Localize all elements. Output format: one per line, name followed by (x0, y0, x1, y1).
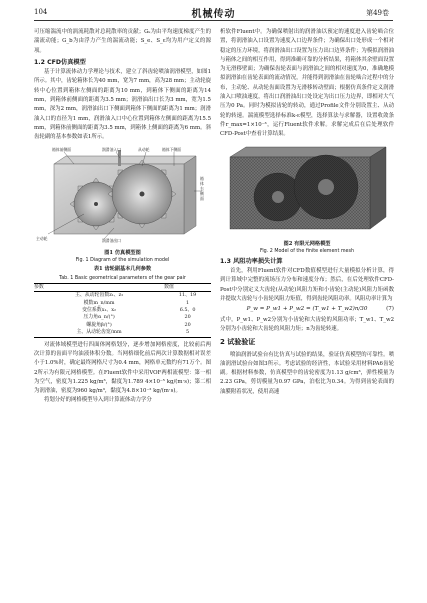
header-rule (34, 20, 393, 21)
paragraph: 析软件Fluent中。为确保喷射出的润滑油以预定的速度进入齿轮啮合位置，将润滑油入口设置为速度入口边界条件；为确保出口处形成一个相对稳定的压力环境，将润滑油出口设置为压力出口边界条件；为模拟润滑油与箱体之间的相互作用，得到准确可靠的分析结果，将箱体其余壁面设置为无滑移壁面；为确保齿轮表面与润滑油之间的相对速度为0，准确地模拟润滑油在齿轮表面的流动情况，并能得到润滑油在齿轮啮合过程中的分布，主动轮、从动轮齿面设置为无滑移转动壁面；根据仿真条件定义润滑油入口喷油速度，将出口润滑油出口处设定为出口压力边界，即相对大气压为0 Pa。同时为模拟齿轮的转动，通过Profile文件分别设置主、从动轮的转速。湍流模型选择标准k-ε模型，选择算法与求解器，设置收敛条件r_max=1×10⁻³，运行Fluent软件求解。求解完成后在后处理软件CFD-Post中查看计算结果。 (220, 29, 394, 138)
figure-2-caption-cn: 图2 有限元网格模型 (283, 240, 331, 247)
figure-1 (34, 146, 211, 248)
label-bottom-wall: 箱体下侧面 (162, 146, 181, 152)
paragraph: 基于计算流体动力学理论与技术，建立了斜齿轮喷油润滑模型，如图1所示。其中，齿轮箱体长为40 mm，宽为7 mm，高为28 mm；主动轮旋转中心位置到箱体左侧面的距离为10 mm，到箱体下侧面的距离为14 mm，到箱体前侧面的距离为3.5 mm；润滑油出口长为3 mm，宽为1.5 mm，深为2 mm，润滑油出口下侧面到箱体下侧面的距离为1 mm；润滑油入口的直径为1 mm，润滑油入口中心位置到箱体左侧面的距离为15.5 mm，到箱体前侧面的距离为3.5 mm，到箱体上侧面的距离为6 mm。斜齿轮副的基本参数如表1所示。 (34, 69, 211, 141)
table-header-param: 参数 (34, 283, 164, 291)
journal-title: 机械传动 (191, 9, 236, 20)
table-cell: 20 (184, 321, 191, 328)
equation-body: P_w = P_w1 + P_w2 = (T_w1 + T_w2)n/30 (246, 306, 368, 313)
left-column (34, 28, 211, 406)
intro-text: 可压缩湍流中的涡流耗散对总耗散率的贡献；Gₖ为由平均速度梯度产生的湍流动能；G_b为由浮力产生的湍流动能；S_e、S_ε均为用户定义的源项。 (34, 29, 211, 54)
table-header-value: 数值 (164, 283, 211, 291)
table-cell: 压力角α_n/(°) (83, 314, 115, 321)
table-1-caption-cn: 表1 齿轮副基本几何参数 (93, 265, 152, 272)
table-cell: 20 (184, 314, 191, 321)
label-box-front: 箱体前侧面 (52, 146, 71, 152)
table-cell: 1 (186, 299, 190, 306)
table-row (34, 322, 211, 329)
label-right-wall: 箱体右侧面 (200, 175, 204, 201)
table-cell: 6.5、0 (179, 307, 196, 314)
page-number: 104 (34, 8, 48, 16)
figure-2 (220, 143, 394, 239)
figure-1-caption-cn: 图1 仿真模型图 (104, 249, 141, 256)
equation-7 (220, 305, 394, 314)
section-1-2-heading: 1.2 CFD仿真模型 (34, 58, 86, 66)
paragraph: 将划分好的网格模型导入到计算流体动力学分 (44, 397, 152, 404)
figure-1-caption-en: Fig. 1 Diagram of the simulation model (75, 257, 170, 263)
section-2-heading: 2 试验验证 (220, 338, 256, 347)
label-driven: 从动轮 (138, 146, 150, 152)
section-1-3-heading: 1.3 风阻功率损失计算 (220, 257, 283, 265)
driven-gear (108, 160, 176, 228)
table-cell: 主、从动轮齿宽/mm (34, 329, 164, 337)
table-cell: 变位系数x₁、x₂ (82, 307, 117, 314)
volume-label: 第49卷 (366, 9, 389, 17)
table-cell: 11、19 (178, 292, 197, 299)
label-outlet: 润滑油出口 (102, 237, 121, 243)
paragraph: 式中，P_w1、P_w2分别为小齿轮和大齿轮的风阻功率；T_w1、T_w2分别为小齿轮和大齿轮的风阻力矩；n为齿轮转速。 (220, 316, 394, 332)
page-header (0, 0, 427, 24)
table-cell: 螺旋角β/(°) (86, 321, 112, 328)
paragraph: 对流体域模型进行四面体网格划分，逐步增加网格密度，比较前后两次计算的齿面平均油液体积分数。当网格细化前后两次计算数据相对误差小于1.0%时，确定最终网格尺寸为0.4 mm，网格单元数约有71万个。图2所示为有限元网格模型。在Fluent软件中采用VOF两相流模型：第一相为空气，密度为1.225 kg/m³，黏度为1.789 4×10⁻⁵ kg/(m·s)；第二相为润滑油，密度为960 kg/m³，黏度为4.8×10⁻² kg/(m·s)。 (34, 341, 211, 395)
equation-number: (7) (386, 306, 394, 313)
figure-2-caption-en: Fig. 2 Model of the finite element mesh (259, 248, 355, 254)
gear-parameters-table (34, 283, 211, 338)
table-cell: 5 (164, 329, 211, 337)
table-cell: 模数m_n/mm (83, 299, 115, 306)
table-row (34, 307, 211, 314)
right-column (220, 28, 394, 397)
finite-element-mesh-image (220, 143, 394, 235)
simulation-model-diagram (34, 146, 211, 244)
table-cell: 主、从动轮齿数z₁、z₂ (74, 292, 124, 299)
label-driver: 主动轮 (36, 235, 48, 241)
label-inlet: 润滑油入口 (102, 146, 121, 152)
table-row (34, 292, 211, 300)
table-row (34, 314, 211, 321)
table-row (34, 329, 211, 337)
paragraph: 首先，利用Fluent软件对CFD数值模型进行大量模拟分析计算，得到计算域中完整的流场压力分布和速度分布；然后，在后处理软件CFD-Post中分别定义大齿轮(从动轮)风阻力矩和小齿轮(主动轮)风阻力矩函数并提取大齿轮与小齿轮风阻力矩值，得到齿轮风阻功率。风阻功率计算为 (220, 268, 394, 303)
table-row (34, 300, 211, 307)
paragraph: 喷油润滑试验台有比仿真与试验的结果，验证仿真模型的可靠性。喷油润滑试验台如图3所示。考虑试验的经济性，本试验采用材料PA6齿轮副。根据材料参数，仿真模型中的齿轮密度为1.13 g/cm³，弹性模量为2.23 GPa，剪切模量为0.97 GPa，泊松比为0.34。为得到齿轮表面的油膜附着状况，使用高速 (220, 351, 394, 395)
table-1-caption-en: Tab. 1 Basic geometrical parameters of the gear pair (59, 275, 186, 281)
